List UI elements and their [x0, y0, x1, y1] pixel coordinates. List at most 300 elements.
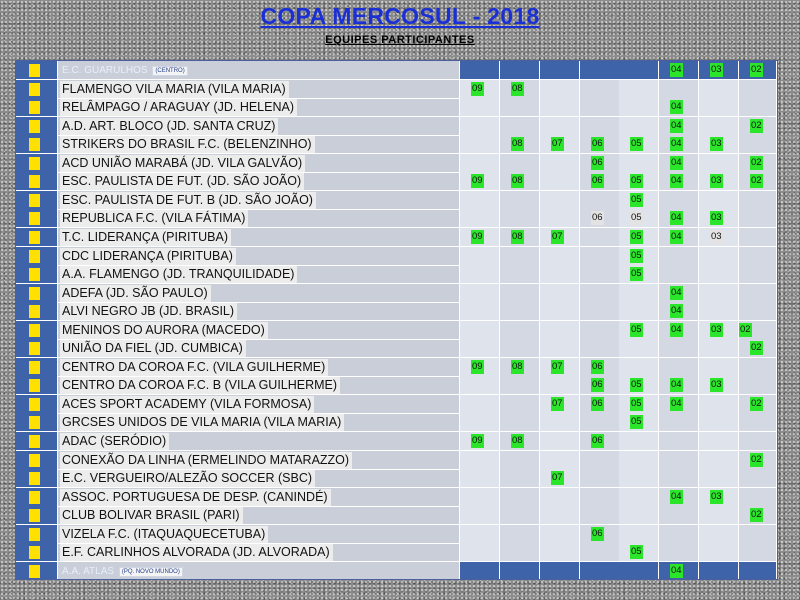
table-row [16, 117, 777, 136]
category-mark-06: 06 [592, 435, 603, 446]
category-cell [659, 191, 699, 210]
category-cell [540, 191, 580, 210]
team-name [60, 563, 186, 580]
category-cell [619, 117, 659, 136]
category-cell [699, 247, 739, 266]
team-name: ACES SPORT ACADEMY (VILA FORMOSA) [60, 396, 314, 413]
category-cell [699, 191, 739, 210]
category-mark-05: 05 [631, 397, 642, 409]
category-cell [580, 228, 620, 247]
category-cell [659, 525, 699, 544]
category-cell [540, 451, 580, 470]
category-cell [739, 191, 777, 210]
category-cell [619, 339, 659, 358]
category-cell [540, 413, 580, 432]
category-cell [460, 525, 500, 544]
row-badge [29, 435, 40, 448]
row-badge [29, 212, 40, 225]
category-cell [460, 469, 500, 488]
category-cell [500, 209, 540, 228]
table-row [16, 80, 777, 99]
category-cell [500, 562, 540, 580]
category-cell [500, 191, 540, 210]
category-mark-08: 08 [512, 360, 523, 372]
category-mark-03: 03 [711, 379, 722, 391]
row-badge [29, 565, 40, 578]
category-cell [739, 376, 777, 395]
category-cell [699, 154, 739, 173]
category-cell [500, 154, 540, 173]
category-cell [460, 61, 500, 80]
category-mark-04: 04 [671, 230, 682, 242]
category-cell [460, 562, 500, 580]
team-name: UNIÃO DA FIEL (JD. CUMBICA) [60, 340, 246, 357]
category-mark-03: 03 [711, 490, 722, 502]
table-row [16, 209, 777, 228]
category-cell [460, 302, 500, 321]
category-mark-08: 08 [512, 175, 523, 187]
category-cell [460, 543, 500, 562]
row-badge [29, 528, 40, 541]
table-row [16, 339, 777, 358]
table-row [16, 98, 777, 117]
category-cell [580, 80, 620, 99]
category-cell [500, 61, 540, 80]
team-name [60, 62, 191, 79]
table-row [16, 172, 777, 191]
row-badge [29, 361, 40, 374]
category-cell [659, 451, 699, 470]
category-mark-06: 06 [592, 397, 603, 409]
team-name: CLUB BOLIVAR BRASIL (PARI) [60, 507, 243, 524]
category-cell [699, 265, 739, 284]
category-cell [540, 488, 580, 507]
category-mark-05: 05 [631, 193, 642, 205]
team-name: A.D. ART. BLOCO (JD. SANTA CRUZ) [60, 118, 278, 135]
category-mark-09: 09 [472, 360, 483, 372]
category-cell [619, 488, 659, 507]
category-cell [500, 98, 540, 117]
category-mark-09: 09 [472, 230, 483, 242]
category-mark-07: 07 [552, 397, 563, 409]
category-cell [460, 247, 500, 266]
category-cell [460, 339, 500, 358]
table-row [16, 432, 777, 451]
category-cell [540, 339, 580, 358]
category-cell [540, 562, 580, 580]
category-cell [739, 488, 777, 507]
category-cell [619, 506, 659, 525]
team-name: ESC. PAULISTA DE FUT. B (JD. SÃO JOÃO) [60, 192, 316, 209]
category-cell [500, 488, 540, 507]
team-name: CONEXÃO DA LINHA (ERMELINDO MATARAZZO) [60, 452, 352, 469]
category-cell [580, 413, 620, 432]
category-cell [739, 284, 777, 303]
category-cell [699, 413, 739, 432]
category-mark-05: 05 [631, 249, 642, 261]
category-cell [699, 117, 739, 136]
header-row [16, 61, 777, 80]
category-cell [739, 265, 777, 284]
category-mark-08: 08 [512, 82, 523, 94]
category-cell [739, 98, 777, 117]
category-mark-04: 04 [671, 156, 682, 168]
table-row [16, 228, 777, 247]
category-cell [739, 80, 777, 99]
teams-table [15, 60, 778, 580]
category-mark-04: 04 [671, 305, 682, 317]
category-cell [580, 339, 620, 358]
category-cell [739, 525, 777, 544]
category-cell [460, 191, 500, 210]
category-cell [540, 321, 580, 340]
category-mark-02: 02 [751, 453, 762, 465]
category-cell [699, 80, 739, 99]
category-mark-03: 03 [711, 323, 722, 335]
page-subtitle: EQUIPES PARTICIPANTES [325, 34, 475, 46]
category-mark-02: 02 [751, 119, 762, 131]
category-cell [540, 154, 580, 173]
category-cell [540, 265, 580, 284]
category-cell [540, 543, 580, 562]
row-badge [29, 472, 40, 485]
team-name: REPUBLICA F.C. (VILA FÁTIMA) [60, 210, 248, 227]
category-cell [699, 395, 739, 414]
category-cell [540, 117, 580, 136]
category-mark-07: 07 [552, 230, 563, 242]
category-cell [500, 321, 540, 340]
team-location-note: (PQ. NOVO MUNDO) [119, 567, 183, 577]
row-badge [29, 194, 40, 207]
category-cell [739, 247, 777, 266]
category-cell [659, 413, 699, 432]
category-cell [460, 451, 500, 470]
category-cell [580, 284, 620, 303]
category-cell [580, 451, 620, 470]
category-cell [619, 154, 659, 173]
category-mark-03: 03 [711, 212, 722, 224]
team-name: ESC. PAULISTA DE FUT. (JD. SÃO JOÃO) [60, 173, 304, 190]
category-cell [500, 339, 540, 358]
category-mark-06: 06 [592, 212, 603, 224]
category-cell [460, 135, 500, 154]
category-cell [540, 61, 580, 80]
category-cell [500, 395, 540, 414]
category-cell [699, 358, 739, 377]
team-name: CDC LIDERANÇA (PIRITUBA) [60, 248, 236, 265]
category-mark-03: 03 [711, 64, 722, 75]
row-badge [29, 120, 40, 133]
category-mark-03: 03 [711, 175, 722, 187]
table-row [16, 284, 777, 303]
team-name: STRIKERS DO BRASIL F.C. (BELENZINHO) [60, 136, 315, 153]
category-cell [540, 247, 580, 266]
table-row [16, 191, 777, 210]
category-mark-04: 04 [671, 175, 682, 187]
row-badge [29, 324, 40, 337]
category-cell [619, 284, 659, 303]
table-row [16, 154, 777, 173]
category-cell [500, 265, 540, 284]
category-cell [580, 117, 620, 136]
category-cell [739, 135, 777, 154]
table-row [16, 395, 777, 414]
team-name: RELÂMPAGO / ARAGUAY (JD. HELENA) [60, 99, 297, 116]
category-cell [460, 117, 500, 136]
category-cell [619, 302, 659, 321]
category-mark-02: 02 [751, 397, 762, 409]
team-name: T.C. LIDERANÇA (PIRITUBA) [60, 229, 231, 246]
category-mark-04: 04 [671, 379, 682, 391]
category-mark-06: 06 [592, 379, 603, 391]
category-cell [699, 432, 739, 451]
team-name: GRCSES UNIDOS DE VILA MARIA (VILA MARIA) [60, 414, 344, 431]
category-cell [540, 302, 580, 321]
table-row [16, 525, 777, 544]
category-cell [580, 543, 620, 562]
category-cell [500, 543, 540, 562]
category-mark-02: 02 [740, 323, 751, 335]
row-badge [29, 287, 40, 300]
category-mark-02: 02 [751, 342, 762, 354]
row-badge [29, 175, 40, 188]
table-row [16, 321, 777, 340]
category-mark-04: 04 [671, 212, 682, 224]
category-cell [619, 562, 659, 580]
row-badge [29, 398, 40, 411]
category-cell [460, 154, 500, 173]
row-badge [29, 491, 40, 504]
category-mark-05: 05 [631, 546, 642, 558]
category-cell [580, 191, 620, 210]
category-mark-02: 02 [751, 64, 762, 75]
row-badge [29, 509, 40, 522]
category-mark-04: 04 [671, 101, 682, 113]
category-mark-04: 04 [671, 564, 682, 576]
category-cell [739, 469, 777, 488]
category-cell [619, 98, 659, 117]
team-name: E.F. CARLINHOS ALVORADA (JD. ALVORADA) [60, 544, 333, 561]
category-cell [460, 376, 500, 395]
category-mark-07: 07 [552, 472, 563, 484]
category-cell [659, 358, 699, 377]
category-mark-05: 05 [631, 212, 642, 224]
category-cell [500, 451, 540, 470]
category-cell [739, 432, 777, 451]
category-cell [739, 358, 777, 377]
category-mark-05: 05 [631, 323, 642, 335]
category-cell [540, 209, 580, 228]
category-cell [460, 413, 500, 432]
row-badge [29, 231, 40, 244]
team-name: ALVI NEGRO JB (JD. BRASIL) [60, 303, 237, 320]
row-badge [29, 454, 40, 467]
table-row [16, 469, 777, 488]
team-name: VIZELA F.C. (ITAQUAQUECETUBA) [60, 526, 268, 543]
team-name: A.A. FLAMENGO (JD. TRANQUILIDADE) [60, 266, 297, 283]
category-mark-09: 09 [472, 82, 483, 94]
category-cell [619, 469, 659, 488]
category-cell [580, 247, 620, 266]
category-cell [580, 61, 620, 80]
category-cell [500, 117, 540, 136]
team-name: ADAC (SERÓDIO) [60, 433, 169, 450]
category-cell [580, 506, 620, 525]
category-mark-05: 05 [631, 416, 642, 428]
category-cell [699, 302, 739, 321]
category-cell [659, 339, 699, 358]
category-cell [540, 284, 580, 303]
table-row [16, 506, 777, 525]
category-mark-03: 03 [711, 138, 722, 150]
category-cell [739, 209, 777, 228]
team-name: E.C. VERGUEIRO/ALEZÃO SOCCER (SBC) [60, 470, 315, 487]
team-name: ASSOC. PORTUGUESA DE DESP. (CANINDÉ) [60, 489, 331, 506]
category-mark-04: 04 [671, 490, 682, 502]
category-mark-05: 05 [631, 268, 642, 280]
category-cell [699, 525, 739, 544]
category-mark-07: 07 [552, 138, 563, 150]
category-cell [739, 413, 777, 432]
category-mark-02: 02 [751, 156, 762, 168]
category-mark-04: 04 [671, 397, 682, 409]
category-cell [619, 451, 659, 470]
category-cell [540, 432, 580, 451]
category-mark-08: 08 [512, 138, 523, 150]
category-cell [659, 80, 699, 99]
category-mark-04: 04 [671, 286, 682, 298]
category-cell [460, 488, 500, 507]
category-mark-06: 06 [592, 360, 603, 372]
category-mark-03: 03 [711, 230, 722, 242]
category-cell [739, 228, 777, 247]
category-cell [460, 209, 500, 228]
category-cell [500, 469, 540, 488]
category-cell [540, 172, 580, 191]
row-badge [29, 342, 40, 355]
team-name-text: E.C. GUARULHOS [62, 65, 151, 76]
category-cell [699, 98, 739, 117]
category-mark-06: 06 [592, 156, 603, 168]
category-cell [619, 80, 659, 99]
category-cell [699, 451, 739, 470]
row-badge [29, 138, 40, 151]
category-mark-06: 06 [592, 527, 603, 539]
category-cell [580, 302, 620, 321]
table-row [16, 302, 777, 321]
row-badge [29, 379, 40, 392]
category-cell [540, 98, 580, 117]
category-cell [659, 432, 699, 451]
category-cell [460, 321, 500, 340]
category-cell [580, 321, 620, 340]
category-cell [659, 506, 699, 525]
category-cell [580, 98, 620, 117]
category-mark-02: 02 [751, 175, 762, 187]
team-name: CENTRO DA COROA F.C. (VILA GUILHERME) [60, 359, 328, 376]
category-cell [500, 247, 540, 266]
team-location-note: (CENTRO) [152, 66, 187, 76]
category-mark-05: 05 [631, 175, 642, 187]
category-cell [619, 61, 659, 80]
category-cell [619, 432, 659, 451]
category-cell [500, 302, 540, 321]
category-mark-05: 05 [631, 138, 642, 150]
category-cell [580, 562, 620, 580]
team-name: CENTRO DA COROA F.C. B (VILA GUILHERME) [60, 377, 340, 394]
category-cell [460, 265, 500, 284]
category-cell [699, 469, 739, 488]
category-mark-09: 09 [472, 435, 483, 446]
category-cell [659, 469, 699, 488]
category-cell [699, 506, 739, 525]
category-mark-06: 06 [592, 175, 603, 187]
header-row [16, 562, 777, 580]
row-badge [29, 157, 40, 170]
category-mark-04: 04 [671, 64, 682, 75]
category-cell [699, 543, 739, 562]
category-cell [540, 376, 580, 395]
row-badge [29, 250, 40, 263]
category-mark-04: 04 [671, 138, 682, 150]
category-cell [540, 525, 580, 544]
category-cell [500, 506, 540, 525]
category-cell [460, 506, 500, 525]
row-badge [29, 64, 40, 77]
table-row [16, 451, 777, 470]
category-cell [460, 98, 500, 117]
category-mark-05: 05 [631, 230, 642, 242]
category-cell [739, 302, 777, 321]
team-name-text: A.A. ATLAS [62, 565, 117, 577]
category-mark-08: 08 [512, 435, 523, 446]
category-cell [619, 358, 659, 377]
category-cell [699, 562, 739, 580]
category-cell [739, 543, 777, 562]
table-row [16, 247, 777, 266]
row-badge [29, 101, 40, 114]
category-cell [580, 488, 620, 507]
category-cell [699, 284, 739, 303]
table-row [16, 358, 777, 377]
team-name: ADEFA (JD. SÃO PAULO) [60, 285, 211, 302]
table-row [16, 543, 777, 562]
row-badge [29, 416, 40, 429]
category-cell [659, 543, 699, 562]
table-row [16, 413, 777, 432]
row-badge [29, 546, 40, 559]
category-mark-08: 08 [512, 230, 523, 242]
category-cell [580, 265, 620, 284]
category-cell [739, 562, 777, 580]
team-name: FLAMENGO VILA MARIA (VILA MARIA) [60, 81, 289, 98]
row-badge [29, 83, 40, 96]
row-badge [29, 268, 40, 281]
category-cell [699, 339, 739, 358]
table-row [16, 376, 777, 395]
category-mark-04: 04 [671, 119, 682, 131]
category-cell [500, 413, 540, 432]
category-mark-05: 05 [631, 379, 642, 391]
table-row [16, 135, 777, 154]
category-cell [580, 469, 620, 488]
category-mark-09: 09 [472, 175, 483, 187]
category-cell [659, 247, 699, 266]
team-name: ACD UNIÃO MARABÁ (JD. VILA GALVÃO) [60, 155, 305, 172]
team-name: MENINOS DO AURORA (MACEDO) [60, 322, 268, 339]
category-cell [460, 284, 500, 303]
category-mark-06: 06 [592, 138, 603, 150]
